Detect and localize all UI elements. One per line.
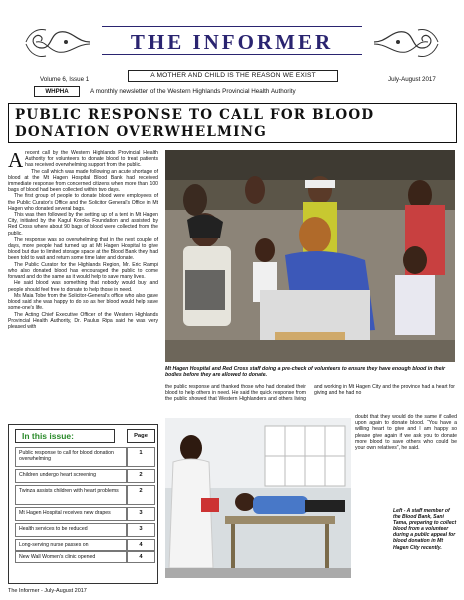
- article-paragraph: The Public Curator for the Highlands Region, Mr. Eric Rampi who also donated blood has encouraged the public to come forward and do the same as it would help to save many lives.: [8, 261, 158, 281]
- issue-page-number: 2: [127, 485, 155, 505]
- masthead: [22, 8, 442, 70]
- second-photo-caption: Left - A staff member of the Blood Bank, Sani Tama, preparing to collect blood from a volunteer during a public appeal for blood donation in Mt Hagen City recently.: [393, 508, 457, 551]
- article-continued-right: doubt that they would do the same if called upon again to donate blood. “You have a willing heart to give and I am happy so please give again if we ask you to donate more blood to save others who could be your own relatives”, he said.: [355, 414, 457, 452]
- dropcap: A: [8, 148, 24, 172]
- issue-page-number: 2: [127, 469, 155, 483]
- masthead-rule-bottom: [102, 54, 362, 55]
- in-this-issue-box: [8, 424, 158, 584]
- whpha-badge: WHPHA: [34, 86, 80, 97]
- main-photo: [165, 150, 455, 362]
- issue-item[interactable]: Twinza assists children with heart problems: [15, 485, 127, 505]
- main-photo-caption: Mt Hagen Hospital and Red Cross staff doing a pre-check of volunteers to ensure they have enough blood in their bodies before they are allowed to donate.: [165, 366, 446, 379]
- issue-page-number: 3: [127, 507, 155, 521]
- issue-item[interactable]: Health services to be reduced: [15, 523, 127, 537]
- article-paragraph: Ms Maia Tobe from the Solicitor-General's office who also gave blood said she was happy to do so as her blood would help save some-one's life.: [8, 292, 158, 312]
- issue-item[interactable]: Long-serving nurse passes on: [15, 539, 127, 551]
- article-column-left: [8, 150, 158, 330]
- issue-page-number: 3: [127, 523, 155, 537]
- headline-box: [8, 103, 457, 143]
- masthead-rule-top: [102, 26, 362, 27]
- volume-issue: Volume 6, Issue 1: [40, 76, 90, 83]
- issue-page-number: 4: [127, 539, 155, 551]
- motto-box: A MOTHER AND CHILD IS THE REASON WE EXIST: [128, 70, 338, 82]
- issue-page-number: 4: [127, 551, 155, 563]
- blood-donation-photo: [165, 150, 455, 362]
- issue-item[interactable]: New Wall Women's clinic opened: [15, 551, 127, 563]
- blood-collection-photo: [165, 418, 351, 578]
- article-paragraph: He said blood was something that nobody would buy and people should feel free to donate to help those in need.: [8, 280, 158, 293]
- page-column-header: Page: [127, 429, 155, 443]
- article-continued: the public response and thanked those who had donated their blood to help others in need. He said the quick response from the public showed that Western Highlanders and others living and working in Mt Hagen City and the province had a heart for giving and he had no: [165, 384, 455, 403]
- headline: PUBLIC RESPONSE TO CALL FOR BLOOD DONATION OVERWHELMING: [15, 107, 375, 140]
- ornament-left-icon: [22, 22, 92, 62]
- tagline: A monthly newsletter of the Western Highlands Provincial Health Authority: [90, 88, 296, 95]
- article-paragraph: This was then followed by the setting up of a tent in Mt Hagen City, initiated by the Kagul Koroka Foundation and assisted by Red Cross where about 90 bags of blood were collected from the public.: [8, 212, 158, 237]
- article-paragraph: The Acting Chief Executive Officer of the Western Highlands Provincial Health Authority, Dr. Paulus Ripa said he was very pleased with: [8, 311, 158, 330]
- footer: The Informer - July-August 2017: [8, 588, 87, 594]
- issue-date: July-August 2017: [388, 76, 436, 83]
- article-paragraph: The call which was made following an acute shortage of blood at the Mt Hagen Hospital Blood Bank had received immediate response from concerned citizens when more than 100 bags of blood had been collected within two days.: [8, 168, 158, 194]
- second-photo: [165, 418, 351, 578]
- ornament-right-icon: [372, 22, 442, 62]
- article-paragraph: The response was so overwhelming that in the next couple of days, more people had turned up at Mt Hagen Hospital to give blood but due to limited storage space at the Blood Bank they had been told to wait and return some time later and donate.: [8, 236, 158, 262]
- issue-item[interactable]: Mt Hagen Hospital receives new drapes: [15, 507, 127, 521]
- newsletter-title: THE INFORMER: [130, 30, 334, 54]
- article-paragraph: The first group of people to donate blood were employees of the Public Curator's Office and the Solicitor General's Office in Mt Hagen who donated several bags.: [8, 193, 158, 212]
- issue-page-number: 1: [127, 447, 155, 467]
- issue-item[interactable]: Children undergo heart screening: [15, 469, 127, 483]
- in-this-issue-title: In this issue:: [15, 429, 115, 443]
- article-paragraph: Arecent call by the Western Highlands Provincial Health Authority for volunteers to donate blood to treat patients has received overwhelming support from the public.: [8, 148, 158, 172]
- issue-item[interactable]: Public response to call for blood donation overwhelming: [15, 447, 127, 467]
